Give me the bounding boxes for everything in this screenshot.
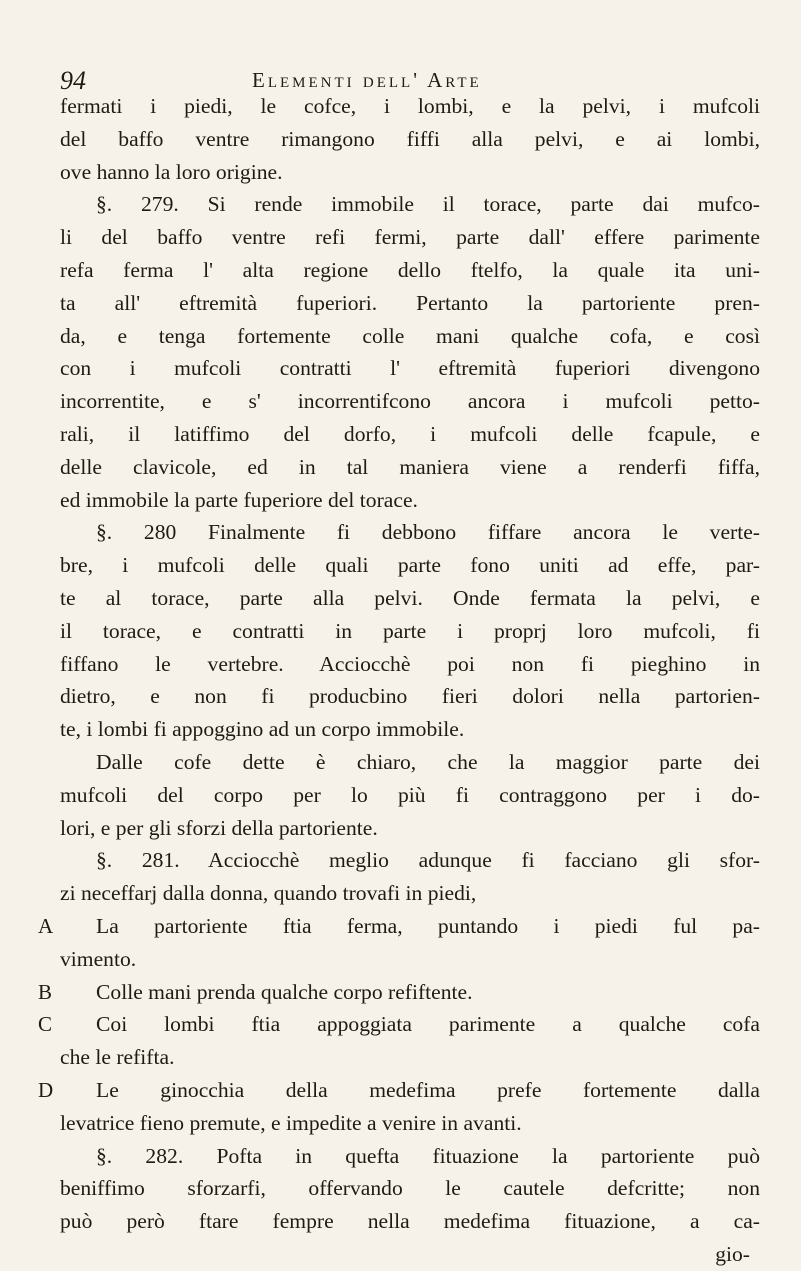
line-text: dietro, e non fi producbino fieri dolori nella partorien- bbox=[60, 684, 760, 709]
text-line bbox=[60, 1205, 760, 1238]
margin-marker: D bbox=[38, 1077, 54, 1102]
text-line bbox=[60, 287, 760, 320]
text-line bbox=[60, 779, 760, 812]
line-text: zi neceffarj dalla donna, quando trovafi in piedi, bbox=[60, 881, 477, 906]
line-text: levatrice fieno premute, e impedite a venire in avanti. bbox=[60, 1110, 522, 1135]
line-text: da, e tenga fortemente colle mani qualche cofa, e così bbox=[60, 323, 760, 348]
text-line bbox=[60, 582, 760, 615]
line-text: che le refifta. bbox=[60, 1045, 175, 1070]
text-line bbox=[38, 1008, 760, 1041]
line-text: §. 281. Acciocchè meglio adunque fi facciano gli sfor- bbox=[96, 848, 760, 873]
line-text: §. 279. Si rende immobile il torace, parte dai mufco- bbox=[96, 192, 760, 217]
text-line bbox=[60, 1140, 760, 1173]
running-title: Elementi dell' Arte bbox=[252, 68, 482, 92]
text-line bbox=[60, 812, 760, 845]
text-line bbox=[60, 254, 760, 287]
text-line bbox=[60, 385, 760, 418]
text-line bbox=[60, 188, 760, 221]
text-line bbox=[60, 123, 760, 156]
line-text: te al torace, parte alla pelvi. Onde fermata la pelvi, e bbox=[60, 585, 760, 610]
line-text: La partoriente ftia ferma, puntando i piedi ful pa- bbox=[96, 913, 760, 938]
text-line bbox=[60, 844, 760, 877]
text-line bbox=[60, 877, 760, 910]
text-line bbox=[60, 680, 760, 713]
line-text: rali, il latiffimo del dorfo, i mufcoli delle fcapule, e bbox=[60, 421, 760, 446]
line-text: §. 282. Pofta in quefta fituazione la partoriente può bbox=[96, 1143, 760, 1168]
line-text: con i mufcoli contratti l' eftremità fuperiori divengono bbox=[60, 356, 760, 381]
line-text: ove hanno la loro origine. bbox=[60, 159, 283, 184]
line-text: Dalle cofe dette è chiaro, che la maggior parte dei bbox=[96, 749, 760, 774]
line-text: bre, i mufcoli delle quali parte fono uniti ad effe, par- bbox=[60, 553, 760, 578]
text-line bbox=[60, 713, 760, 746]
text-line bbox=[38, 1074, 760, 1107]
line-text: fermati i piedi, le cofce, i lombi, e la pelvi, i mufcoli bbox=[60, 94, 760, 118]
text-line bbox=[38, 910, 760, 943]
line-text: fiffano le vertebre. Acciocchè poi non fi pieghino in bbox=[60, 651, 760, 676]
margin-marker: A bbox=[38, 913, 54, 938]
text-line bbox=[38, 976, 760, 1009]
line-text: Colle mani prenda qualche corpo refiftente. bbox=[96, 979, 473, 1004]
text-line bbox=[60, 943, 760, 976]
margin-marker: B bbox=[38, 979, 53, 1004]
line-text: te, i lombi fi appoggino ad un corpo immobile. bbox=[60, 717, 465, 742]
line-text: beniffimo sforzarfi, offervando le cautele defcritte; non bbox=[60, 1176, 760, 1201]
line-text: Le ginocchia della medefima prefe fortemente dalla bbox=[96, 1077, 760, 1102]
text-line bbox=[60, 352, 760, 385]
text-line bbox=[60, 746, 760, 779]
text-line bbox=[60, 615, 760, 648]
text-line bbox=[60, 1107, 760, 1140]
text-line bbox=[60, 90, 760, 123]
text-line bbox=[60, 648, 760, 681]
text-line bbox=[60, 221, 760, 254]
catchword-line bbox=[60, 1238, 760, 1271]
line-text: incorrentite, e s' incorrentifcono ancora i mufcoli petto- bbox=[60, 389, 760, 414]
line-text: il torace, e contratti in parte i proprj loro mufcoli, fi bbox=[60, 618, 760, 643]
page-number: 94 bbox=[60, 66, 86, 95]
line-text: Coi lombi ftia appoggiata parimente a qualche cofa bbox=[96, 1012, 760, 1037]
text-line bbox=[60, 1041, 760, 1074]
line-text: li del baffo ventre refi fermi, parte dall' effere parimente bbox=[60, 225, 760, 250]
line-text: §. 280 Finalmente fi debbono fiffare ancora le verte- bbox=[96, 520, 760, 545]
text-line bbox=[60, 516, 760, 549]
catchword: gio- bbox=[715, 1241, 750, 1266]
text-line bbox=[60, 156, 760, 189]
line-text: ta all' eftremità fuperiori. Pertanto la partoriente pren- bbox=[60, 290, 760, 315]
text-line bbox=[60, 549, 760, 582]
text-line bbox=[60, 320, 760, 353]
text-line bbox=[60, 418, 760, 451]
line-text: refa ferma l' alta regione dello ftelfo, la quale ita uni- bbox=[60, 257, 760, 282]
text-line bbox=[60, 484, 760, 517]
line-text: vimento. bbox=[60, 946, 137, 971]
line-text: ed immobile la parte fuperiore del torace. bbox=[60, 487, 418, 512]
body-text bbox=[38, 90, 760, 1271]
line-text: può però ftare fempre nella medefima fituazione, a ca- bbox=[60, 1209, 760, 1234]
line-text: lori, e per gli sforzi della partoriente. bbox=[60, 815, 378, 840]
text-line bbox=[60, 1172, 760, 1205]
margin-marker: C bbox=[38, 1012, 53, 1037]
line-text: del baffo ventre rimangono fiffi alla pelvi, e ai lombi, bbox=[60, 126, 760, 151]
line-text: mufcoli del corpo per lo più fi contraggono per i do- bbox=[60, 782, 760, 807]
text-line bbox=[60, 451, 760, 484]
line-text: delle clavicole, ed in tal maniera viene a renderfi fiffa, bbox=[60, 454, 760, 479]
